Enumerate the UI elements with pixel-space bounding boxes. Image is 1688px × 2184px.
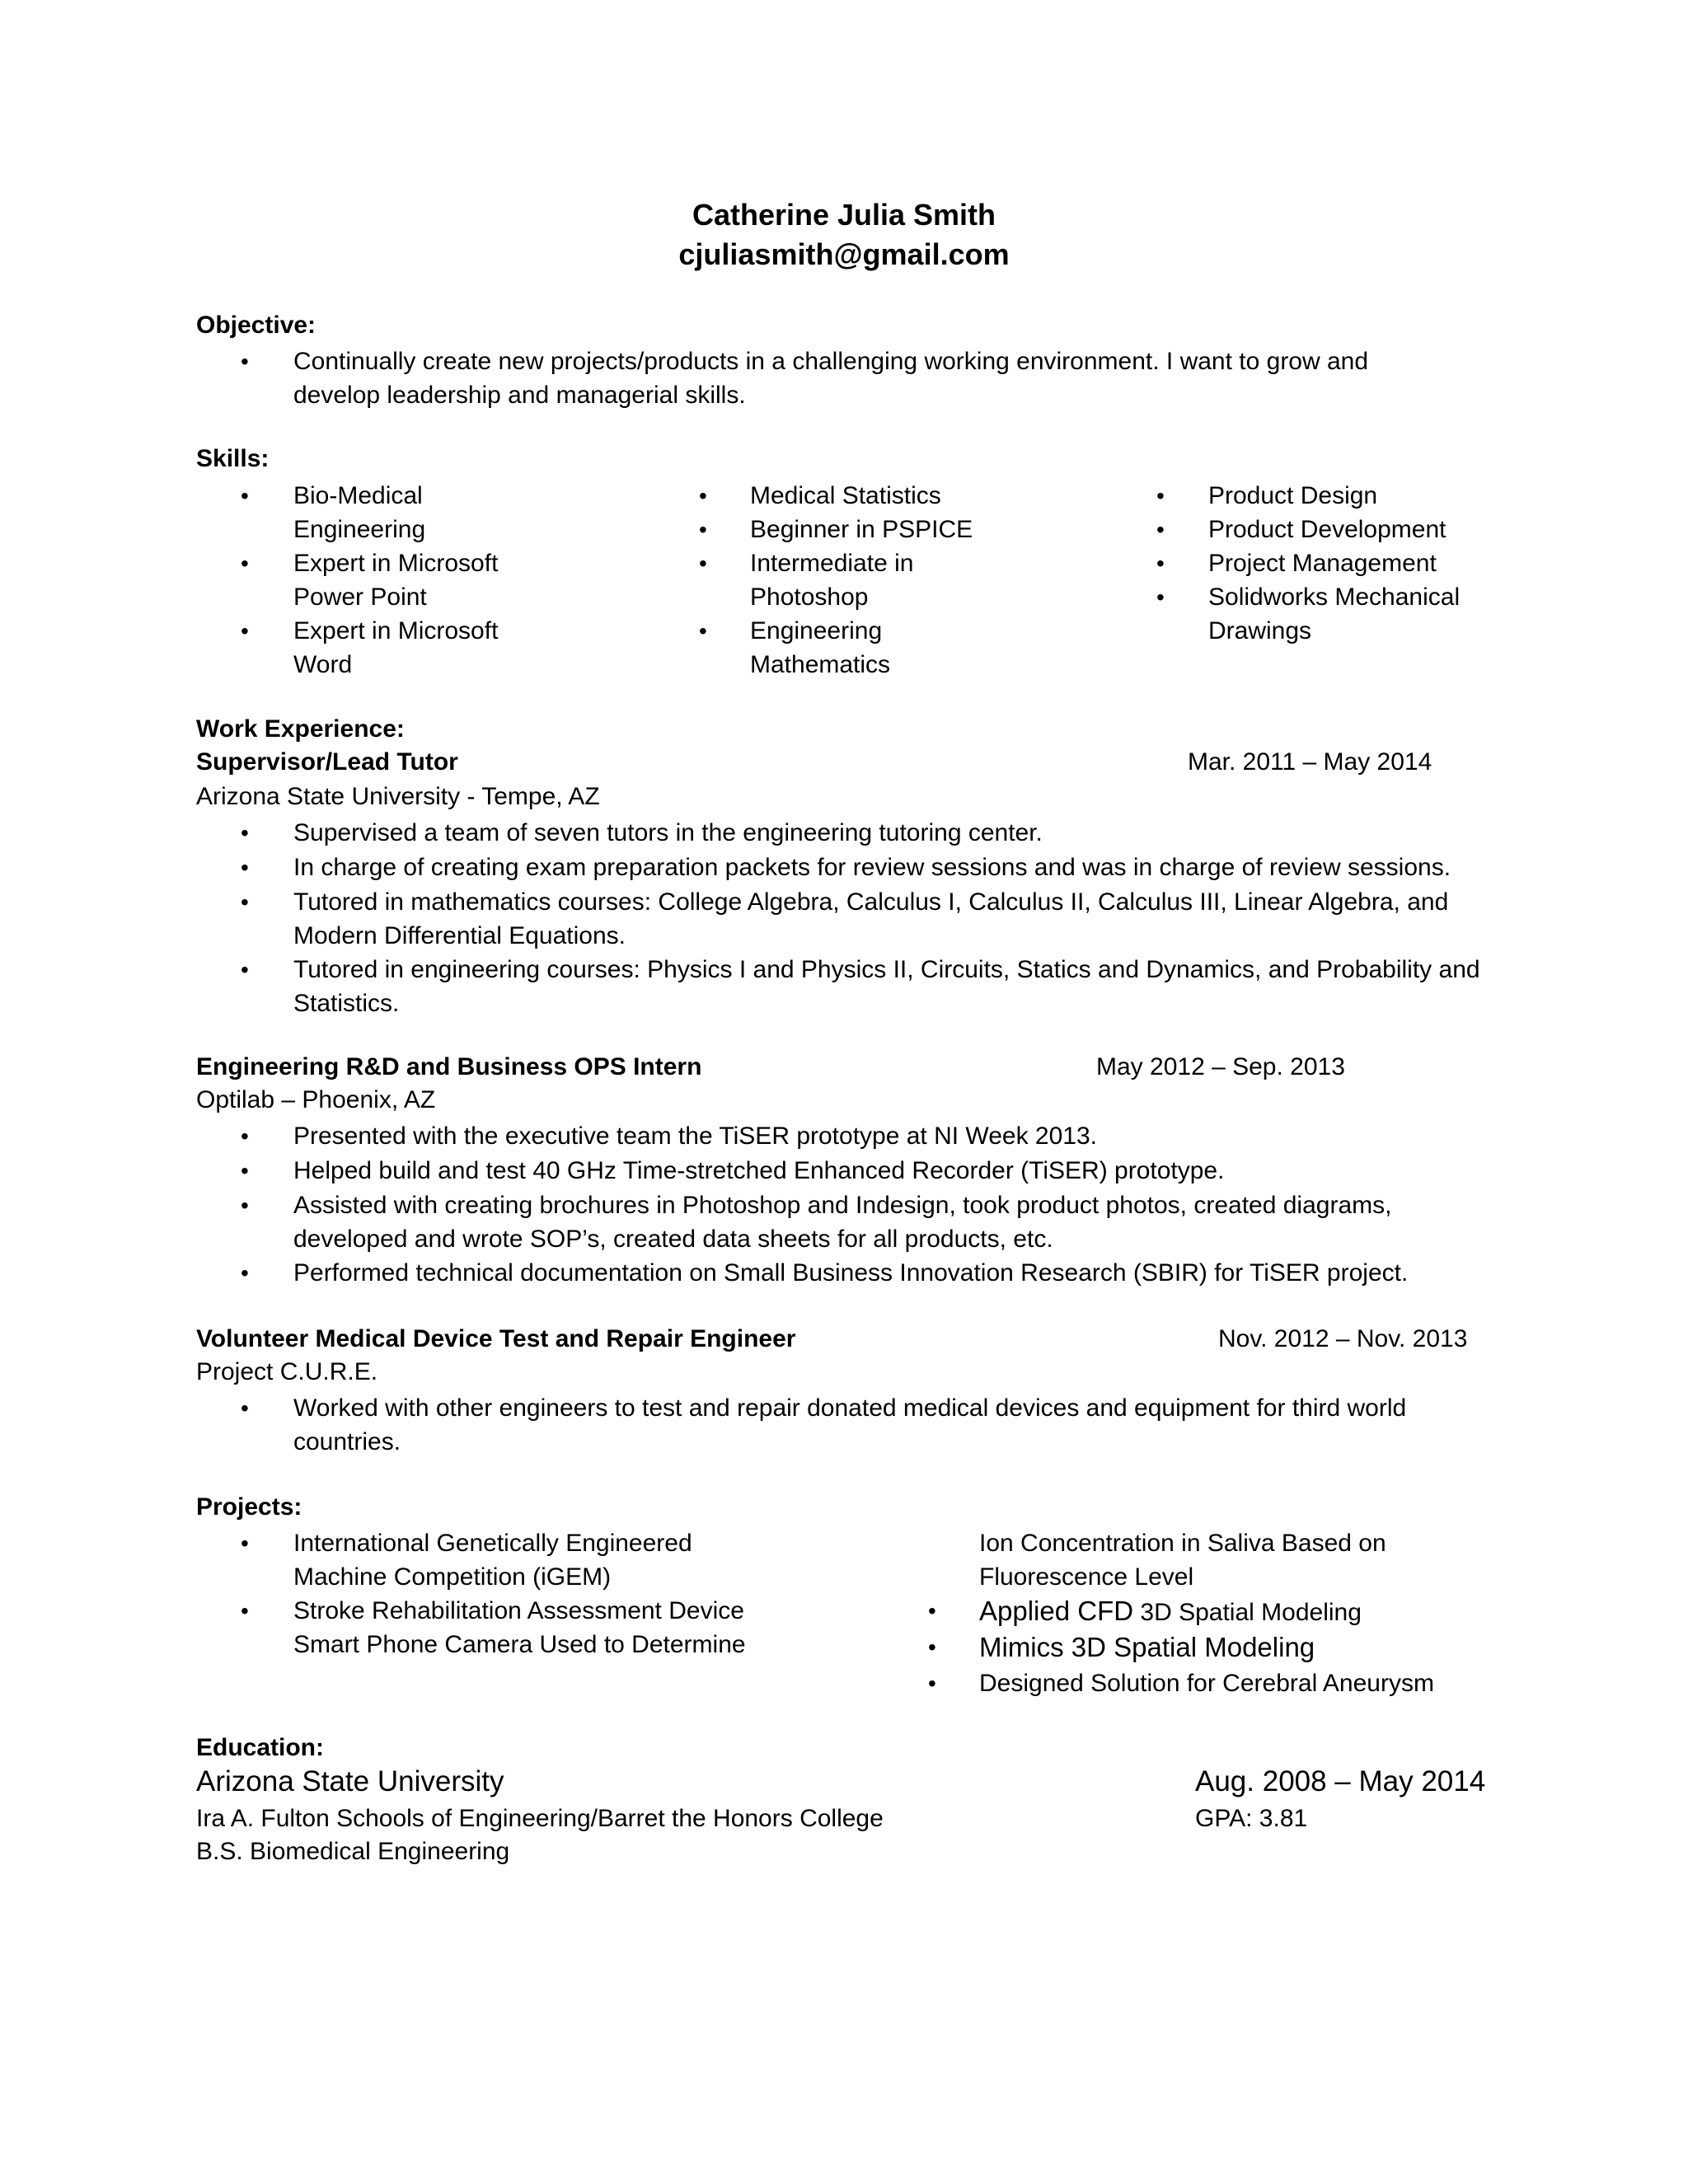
- bullet-icon: •: [241, 1598, 249, 1624]
- bullet-icon: •: [241, 1530, 249, 1556]
- skills-heading: Skills:: [196, 445, 270, 472]
- bullet-icon: •: [241, 855, 249, 880]
- project-item: Designed Solution for Cerebral Aneurysm: [979, 1670, 1434, 1697]
- skill-item: Engineering Mathematics: [750, 617, 891, 678]
- job-org: Arizona State University - Tempe, AZ: [196, 783, 600, 810]
- bullet-icon: •: [928, 1634, 936, 1660]
- bullet-icon: •: [1156, 517, 1165, 542]
- project-item: International Genetically Engineered Machine Competition (iGEM): [293, 1530, 692, 1591]
- skill-item: Expert in Microsoft Power Point: [293, 550, 499, 611]
- job-dates: Nov. 2012 – Nov. 2013: [1218, 1325, 1468, 1352]
- bullet-icon: •: [241, 1158, 249, 1183]
- job-bullet: Assisted with creating brochures in Photoshop and Indesign, took product photos, created diagrams, developed and wrote SOP’s, created data sheets for all products, etc.: [293, 1192, 1392, 1253]
- skill-item: Solidworks Mechanical Drawings: [1208, 583, 1461, 644]
- job-org: Optilab – Phoenix, AZ: [196, 1086, 436, 1113]
- skill-item: Medical Statistics: [750, 482, 941, 509]
- bullet-icon: •: [241, 1395, 249, 1421]
- bullet-icon: •: [241, 820, 249, 846]
- resume-email: cjuliasmith@gmail.com: [678, 237, 1010, 271]
- job-bullet: Tutored in mathematics courses: College Algebra, Calculus I, Calculus II, Calculus III, Linear Algebra, and Modern Differential Equations.: [293, 888, 1449, 949]
- bullet-icon: •: [699, 517, 707, 542]
- objective-heading: Objective:: [196, 312, 316, 339]
- bullet-icon: •: [241, 349, 249, 374]
- job-bullet: Helped build and test 40 GHz Time-stretched Enhanced Recorder (TiSER) prototype.: [293, 1157, 1225, 1184]
- objective-text: Continually create new projects/products in a challenging working environment. I want to grow and develop leadership and managerial skills.: [293, 348, 1369, 409]
- education-heading: Education:: [196, 1734, 324, 1761]
- job-bullet: In charge of creating exam preparation packets for review sessions and was in charge of review sessions.: [293, 854, 1451, 881]
- bullet-icon: •: [699, 618, 707, 644]
- project-item-continuation: Ion Concentration in Saliva Based on Fluorescence Level: [979, 1530, 1386, 1591]
- skill-item: Product Design: [1208, 482, 1378, 509]
- job-org: Project C.U.R.E.: [196, 1358, 378, 1385]
- projects-heading: Projects:: [196, 1493, 302, 1521]
- bullet-icon: •: [241, 957, 249, 982]
- skill-item: Beginner in PSPICE: [750, 516, 973, 543]
- skill-item: Bio-Medical Engineering: [293, 482, 426, 543]
- bullet-icon: •: [699, 483, 707, 509]
- bullet-icon: •: [241, 551, 249, 576]
- job-dates: May 2012 – Sep. 2013: [1096, 1053, 1345, 1080]
- job-title: Engineering R&D and Business OPS Intern: [196, 1053, 702, 1080]
- skill-item: Project Management: [1208, 550, 1437, 577]
- bullet-icon: •: [1156, 551, 1165, 576]
- project-item: Applied CFD 3D Spatial Modeling: [979, 1596, 1362, 1626]
- education-gpa: GPA: 3.81: [1195, 1805, 1308, 1832]
- bullet-icon: •: [928, 1598, 936, 1624]
- education-dates: Aug. 2008 – May 2014: [1195, 1765, 1486, 1797]
- bullet-icon: •: [241, 889, 249, 915]
- bullet-icon: •: [241, 618, 249, 644]
- work-heading: Work Experience:: [196, 715, 405, 743]
- job-bullet: Performed technical documentation on Small Business Innovation Research (SBIR) for TiSER project.: [293, 1259, 1409, 1286]
- bullet-icon: •: [241, 1193, 249, 1218]
- job-bullet: Supervised a team of seven tutors in the engineering tutoring center.: [293, 819, 1043, 846]
- project-item: Stroke Rehabilitation Assessment Device Smart Phone Camera Used to Determine: [293, 1597, 746, 1658]
- bullet-icon: •: [241, 483, 249, 509]
- bullet-icon: •: [928, 1671, 936, 1696]
- skill-item: Intermediate in Photoshop: [750, 550, 914, 611]
- job-dates: Mar. 2011 – May 2014: [1188, 748, 1432, 776]
- project-item: Mimics 3D Spatial Modeling: [979, 1632, 1315, 1662]
- job-bullet: Presented with the executive team the TiSER prototype at NI Week 2013.: [293, 1122, 1097, 1150]
- job-title: Volunteer Medical Device Test and Repair Engineer: [196, 1325, 796, 1352]
- bullet-icon: •: [1156, 483, 1165, 509]
- job-title: Supervisor/Lead Tutor: [196, 748, 458, 776]
- education-degree: B.S. Biomedical Engineering: [196, 1838, 510, 1865]
- job-bullet: Tutored in engineering courses: Physics I and Physics II, Circuits, Statics and Dynamics, and Probability and Statistics.: [293, 956, 1480, 1017]
- skill-item: Product Development: [1208, 516, 1447, 543]
- education-school: Arizona State University: [196, 1765, 504, 1797]
- bullet-icon: •: [699, 551, 707, 576]
- bullet-icon: •: [1156, 584, 1165, 610]
- job-bullet: Worked with other engineers to test and repair donated medical devices and equipment for third world countries.: [293, 1394, 1407, 1455]
- resume-name: Catherine Julia Smith: [692, 198, 996, 232]
- bullet-icon: •: [241, 1123, 249, 1149]
- skill-item: Expert in Microsoft Word: [293, 617, 499, 678]
- education-college: Ira A. Fulton Schools of Engineering/Barret the Honors College: [196, 1805, 884, 1832]
- bullet-icon: •: [241, 1260, 249, 1286]
